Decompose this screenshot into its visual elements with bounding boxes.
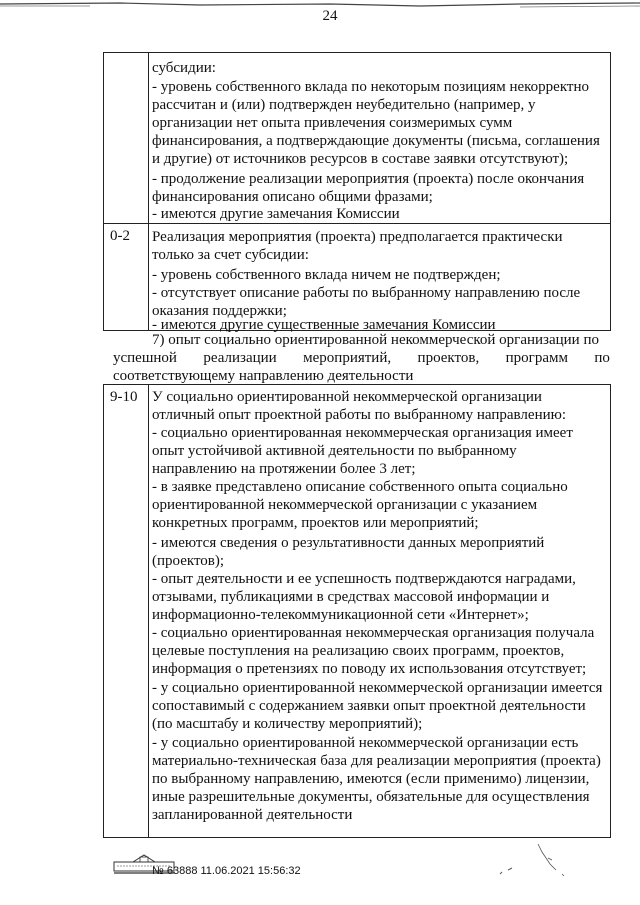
row-text-line: ориентированной некоммерческой организации с указанием — [152, 497, 538, 513]
row-text-line: (по масштабу и количеству мероприятий); — [152, 716, 423, 732]
row-text-line: запланированной деятельности — [152, 807, 353, 823]
score-cell — [104, 53, 149, 223]
table-row — [104, 223, 610, 331]
row-text-line: материально-техническая база для реализации мероприятия (проекта) — [152, 753, 601, 769]
row-text-line: (проектов); — [152, 553, 225, 569]
row-text-line: и другие) от источников ресурсов в составе заявки отсутствуют); — [152, 151, 569, 167]
row-text-line: - у социально ориентированной некоммерческой организации есть — [152, 735, 579, 751]
word: по — [594, 350, 610, 366]
word: мероприятий, — [303, 350, 392, 366]
row-text-line: - продолжение реализации мероприятия (проекта) после окончания — [152, 171, 585, 187]
row-text-line: - имеются другие существенные замечания Комиссии — [152, 317, 496, 333]
row-text-line: - уровень собственного вклада ничем не подтвержден; — [152, 267, 501, 283]
row-text-line: - социально ориентированная некоммерческая организация получала — [152, 625, 595, 641]
row-text-line: оказания поддержки; — [152, 303, 287, 319]
row-text-line: отличный опыт проектной работы по выбранному направлению: — [152, 407, 566, 423]
row-text-line: финансирования описано общими фразами; — [152, 189, 433, 205]
score-value: 9-10 — [110, 389, 138, 405]
row-text-line: - социально ориентированная некоммерческая организация имеет — [152, 425, 573, 441]
row-text-line: субсидии: — [152, 60, 216, 76]
row-text-line: - у социально ориентированной некоммерческой организации имеется — [152, 680, 603, 696]
row-text-line: сопоставимый с содержанием заявки опыт проектной деятельности — [152, 698, 586, 714]
row-text-line: опыт устойчивой активной деятельности по выбранному — [152, 443, 517, 459]
row-text-line: по выбранному направлению, имеются (если применимо) лицензии, — [152, 771, 590, 787]
word: реализации — [203, 350, 277, 366]
criterion-7-line-3: соответствующему направлению деятельности — [113, 368, 414, 384]
criterion-7-line-1: 7) опыт социально ориентированной некоммерческой организации по — [152, 332, 599, 348]
row-text-line: - имеются сведения о результативности данных мероприятий — [152, 535, 545, 551]
row-text-line: организации нет опыта привлечения соизмеримых сумм — [152, 115, 513, 131]
row-text-line: конкретных программ, проектов или мероприятий; — [152, 515, 479, 531]
criteria-table-6 — [103, 52, 611, 331]
row-text-line: целевые поступления на реализацию своих программ, проектов, — [152, 643, 565, 659]
word: успешной — [113, 350, 177, 366]
word: проектов, — [417, 350, 480, 366]
table-row — [104, 53, 610, 223]
registration-stamp-text: № 63888 11.06.2021 15:56:32 — [152, 865, 301, 877]
row-text-line: - уровень собственного вклада по некоторым позициям некорректно — [152, 79, 589, 95]
row-text-line: У социально ориентированной некоммерческой организации — [152, 389, 542, 405]
criterion-7-line-2 — [113, 349, 610, 367]
row-text-line: - опыт деятельности и ее успешность подтверждаются наградами, — [152, 571, 576, 587]
scan-marks — [490, 842, 570, 882]
row-text-line: финансирования, а подтверждающие документы (письма, соглашения — [152, 133, 600, 149]
row-text-line: - в заявке представлено описание собственного опыта социально — [152, 479, 568, 495]
row-text-line: - имеются другие замечания Комиссии — [152, 206, 400, 222]
score-cell — [104, 224, 149, 331]
row-text-line: только за счет субсидии: — [152, 247, 309, 263]
page-number: 24 — [322, 8, 338, 24]
row-text-line: информация о претензиях по поводу их использования отсутствует; — [152, 661, 587, 677]
row-text-line: рассчитан и (или) подтвержден неубедительно (например, у — [152, 97, 536, 113]
row-text-line: отзывами, публикациями в средствах массовой информации и — [152, 589, 550, 605]
row-text-line: Реализация мероприятия (проекта) предполагается практически — [152, 229, 563, 245]
score-value: 0-2 — [110, 228, 130, 244]
row-text-line: - отсутствует описание работы по выбранному направлению после — [152, 285, 581, 301]
word: программ — [505, 350, 568, 366]
row-text-line: направлению на протяжении более 3 лет; — [152, 461, 416, 477]
row-text-line: информационно-телекоммуникационной сети «Интернет»; — [152, 607, 529, 623]
score-cell — [104, 385, 149, 837]
criteria-table-7 — [103, 384, 611, 838]
row-text-line: иные разрешительные документы, обязательные для осуществления — [152, 789, 590, 805]
